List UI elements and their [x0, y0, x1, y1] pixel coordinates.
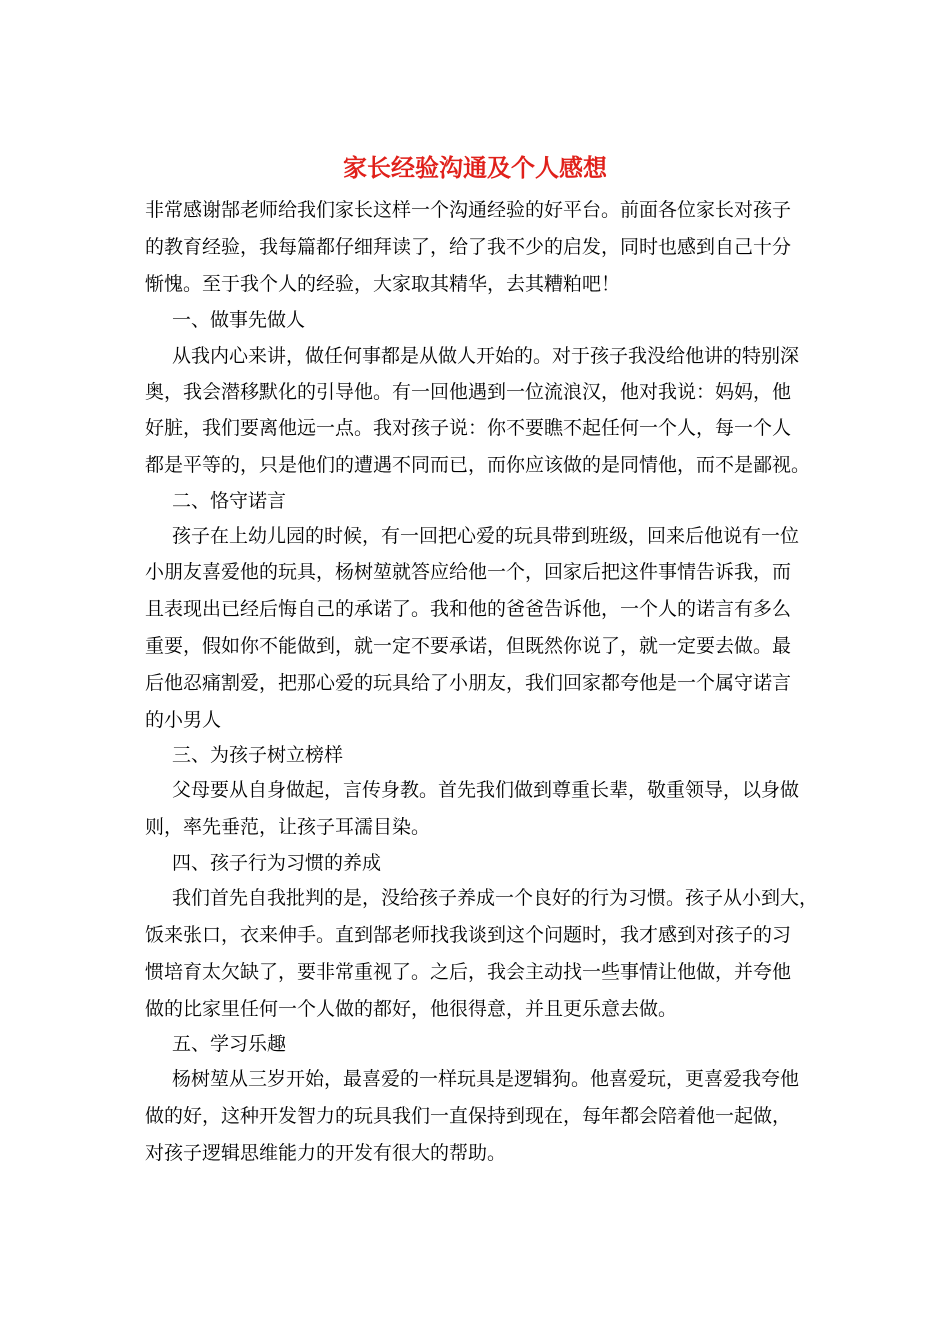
body-line: 我们首先自我批判的是，没给孩子养成一个良好的行为习惯。孩子从小到大， [172, 887, 819, 909]
body-line: 惯培育太欠缺了，要非常重视了。之后，我会主动找一些事情让他做，并夸他 [145, 961, 792, 983]
body-line: 父母要从自身做起，言传身教。首先我们做到尊重长辈，敬重领导，以身做 [172, 779, 800, 801]
section-heading: 三、为孩子树立榜样 [172, 744, 344, 766]
document-title: 家长经验沟通及个人感想 [343, 153, 607, 182]
body-line: 做的比家里任何一个人做的都好，他很得意，并且更乐意去做。 [145, 998, 678, 1020]
body-line: 则，率先垂范，让孩子耳濡目染。 [145, 816, 431, 838]
section-heading: 五、学习乐趣 [172, 1033, 287, 1055]
body-line: 饭来张口，衣来伸手。直到郜老师找我谈到这个问题时，我才感到对孩子的习 [145, 924, 792, 946]
body-line: 杨树堃从三岁开始，最喜爱的一样玩具是逻辑狗。他喜爱玩，更喜爱我夸他 [172, 1068, 800, 1090]
section-heading: 二、恪守诺言 [172, 490, 287, 512]
body-line: 后他忍痛割爱，把那心爱的玩具给了小朋友，我们回家都夸他是一个属守诺言 [145, 672, 792, 694]
body-line: 惭愧。至于我个人的经验，大家取其精华，去其糟粕吧！ [145, 273, 621, 295]
body-line: 好脏，我们要离他远一点。我对孩子说：你不要瞧不起任何一个人，每一个人 [145, 417, 792, 439]
section-heading: 一、做事先做人 [172, 309, 306, 331]
body-line: 小朋友喜爱他的玩具，杨树堃就答应给他一个，回家后把这件事情告诉我，而 [145, 561, 792, 583]
body-line: 奥，我会潜移默化的引导他。有一回他遇到一位流浪汉，他对我说：妈妈，他 [145, 381, 792, 403]
body-line: 的小男人 [145, 709, 222, 731]
body-line: 且表现出已经后悔自己的承诺了。我和他的爸爸告诉他，一个人的诺言有多么 [145, 598, 792, 620]
section-heading: 四、孩子行为习惯的养成 [172, 852, 382, 874]
body-line: 重要，假如你不能做到，就一定不要承诺，但既然你说了，就一定要去做。最 [145, 635, 792, 657]
body-line: 孩子在上幼儿园的时候，有一回把心爱的玩具带到班级，回来后他说有一位 [172, 525, 800, 547]
body-line: 都是平等的，只是他们的遭遇不同而已，而你应该做的是同情他，而不是鄙视。 [145, 454, 811, 476]
body-line: 的教育经验，我每篇都仔细拜读了，给了我不少的启发，同时也感到自己十分 [145, 236, 792, 258]
body-line: 非常感谢郜老师给我们家长这样一个沟通经验的好平台。前面各位家长对孩子 [145, 199, 792, 221]
body-line: 做的好，这种开发智力的玩具我们一直保持到现在，每年都会陪着他一起做， [145, 1105, 792, 1127]
body-line: 从我内心来讲，做任何事都是从做人开始的。对于孩子我没给他讲的特别深 [172, 345, 800, 367]
body-line: 对孩子逻辑思维能力的开发有很大的帮助。 [145, 1142, 507, 1164]
